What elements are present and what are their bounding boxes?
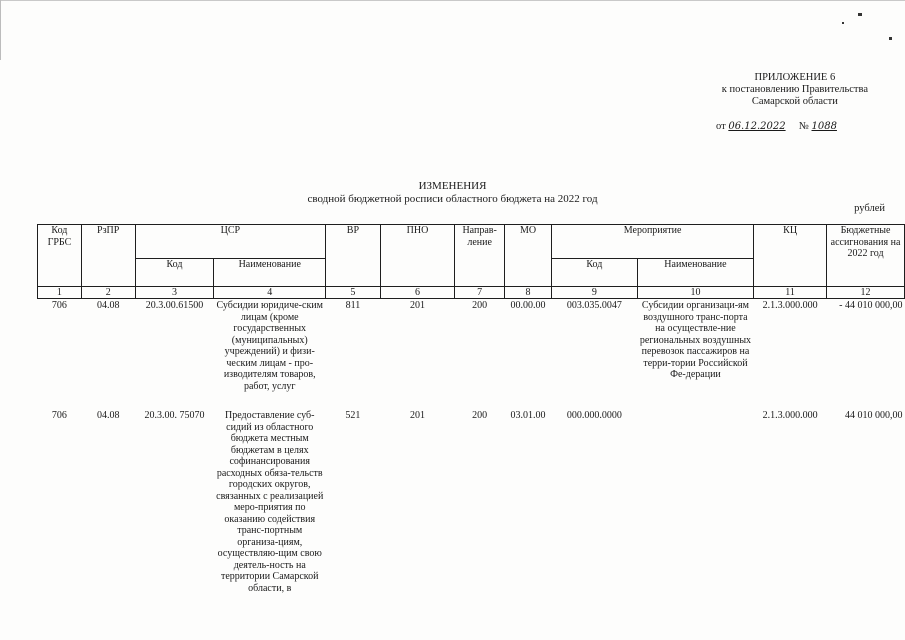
column-number: 10 [637,287,754,299]
cell-csr-name: Субсидии юридиче-ским лицам (кроме государственных (муниципальных) учреждений) и физи-ческим лицам - про-изводителям товаров, работ, услуг [216,300,323,392]
column-number: 3 [135,287,214,299]
title-subheading: сводной бюджетной росписи областного бюджета на 2022 год [307,193,598,205]
column-number: 7 [455,287,505,299]
scan-speck [858,13,862,16]
table-row [38,299,905,407]
cell-direction: 200 [472,410,488,421]
header-direction: Направ-ление [455,225,505,287]
column-number: 4 [214,287,326,299]
cell-pno: 201 [409,300,425,311]
header-event-name: Наименование [637,259,754,287]
header-event: Мероприятие [551,225,753,259]
scan-edge-left [0,0,1,60]
appendix-title: ПРИЛОЖЕНИЕ 6 [754,72,836,83]
units-label: рублей [854,203,885,214]
document-title [0,180,905,206]
column-number: 12 [827,287,905,299]
header-event-code: Код [551,259,637,287]
budget-table [37,224,905,630]
header-mo: МО [505,225,552,287]
header-pno: ПНО [380,225,455,287]
column-number: 6 [380,287,455,299]
header-vr: ВР [326,225,381,287]
decree-number: 1088 [811,121,837,132]
column-number: 8 [505,287,552,299]
cell-grbs: 706 [51,410,67,421]
appendix-region: Самарской области [751,96,838,107]
column-number: 5 [326,287,381,299]
column-number: 9 [551,287,637,299]
cell-rzpr: 04.08 [96,410,120,421]
scan-speck [889,37,892,40]
cell-vr: 811 [345,300,361,311]
scan-speck [842,22,844,24]
header-kc: КЦ [754,225,827,287]
cell-direction: 200 [472,300,488,311]
appendix-block [722,72,868,108]
cell-csr-code: 20.3.00.61500 [145,300,204,311]
scan-edge-top [0,0,905,1]
number-prefix: № [798,121,809,132]
appendix-subtitle: к постановлению Правительства [721,84,868,95]
header-allocations: Бюджетные ассигнования на 2022 год [827,225,905,287]
cell-kc: 2.1.3.000.000 [762,410,818,421]
title-heading: ИЗМЕНЕНИЯ [418,180,487,192]
cell-pno: 201 [409,410,425,421]
cell-event-code: 003.035.0047 [566,300,622,311]
cell-amount: 44 010 000,00 [845,410,903,421]
cell-csr-name: Предоставление суб-сидий из областного бюджета местным бюджетам в целях софинансирования расходных обяза-тельств городских округов, связанных с реализацией меро-приятия по оказанию содействия транс-портным организа-циям, осуществляю-щим свою деятель-ность на территории Самарской области, в [216,410,324,594]
cell-kc: 2.1.3.000.000 [762,300,818,311]
column-number: 1 [38,287,82,299]
decree-reference [716,121,837,132]
decree-date: 06.12.2022 [728,121,786,132]
cell-grbs: 706 [51,300,67,311]
header-csr: ЦСР [135,225,326,259]
date-prefix: от [716,121,726,132]
column-number: 11 [754,287,827,299]
header-csr-name: Наименование [214,259,326,287]
cell-event-name [637,406,754,630]
header-csr-code: Код [135,259,214,287]
cell-mo: 03.01.00 [510,410,546,421]
cell-mo: 00.00.00 [510,300,546,311]
column-number: 2 [81,287,135,299]
header-grbs: Код ГРБС [38,225,82,287]
cell-vr: 521 [345,410,361,421]
cell-csr-code: 20.3.00. 75070 [144,410,205,421]
cell-event-name: Субсидии организаци-ям воздушного транс-порта на осуществле-ние региональных воздушных перевозок пассажиров на терри-тории Российской Фе-дерации [639,300,752,380]
table-row [38,406,905,630]
header-rzpr: РзПР [81,225,135,287]
cell-amount: - 44 010 000,00 [839,300,903,311]
cell-rzpr: 04.08 [96,300,120,311]
cell-event-code: 000.000.0000 [566,410,622,421]
